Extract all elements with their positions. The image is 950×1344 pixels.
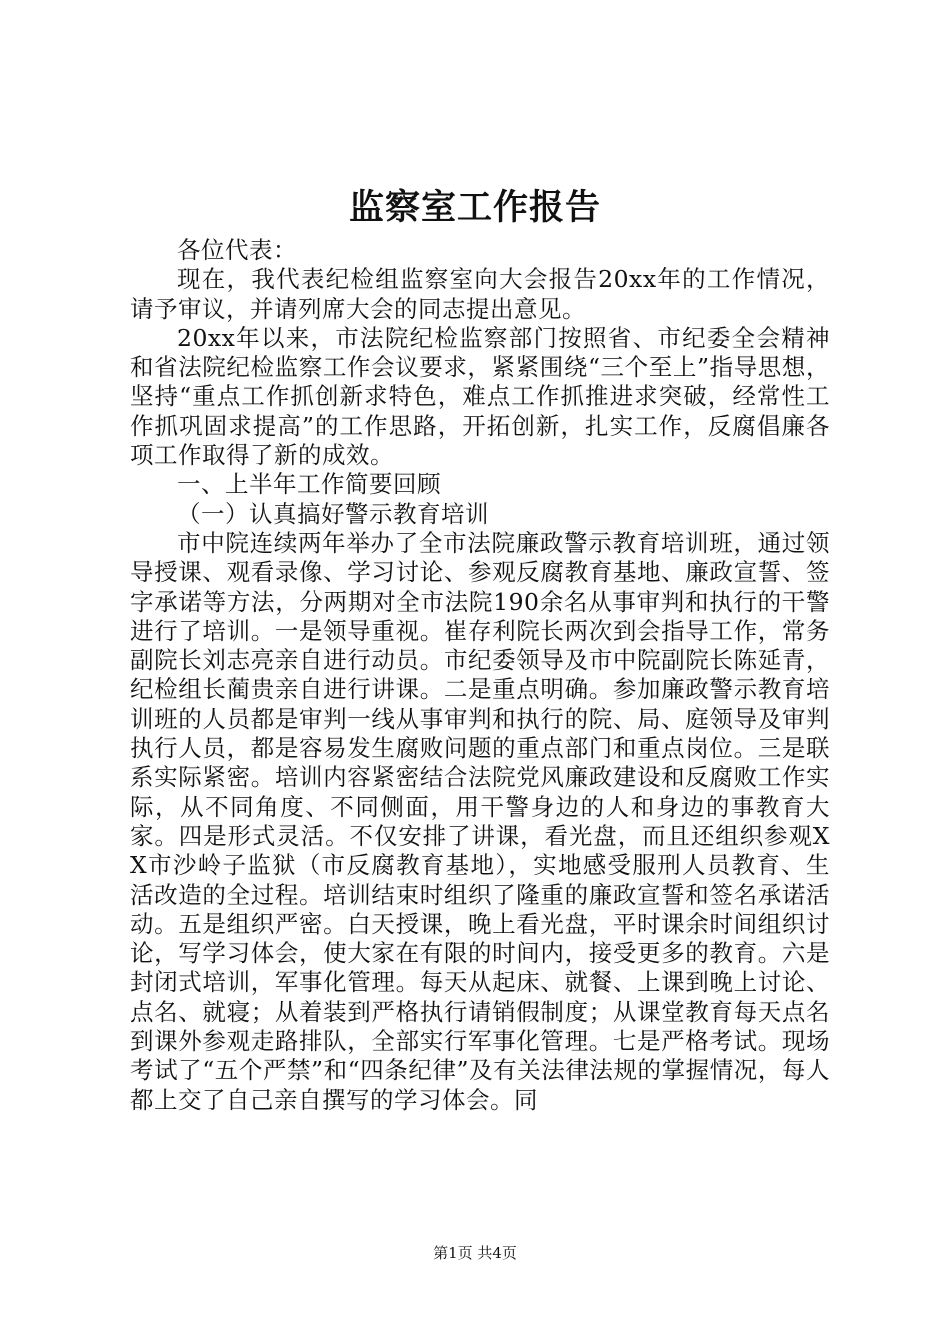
salutation-paragraph: 各位代表： [177,236,297,264]
intro-paragraph: 现在，我代表纪检组监察室向大会报告20xx年的工作情况，请予审议，并请列席大会的同志提出意见。 [130,265,830,323]
document-body [130,236,830,1115]
subsection-heading: （一）认真搞好警示教育培训 [177,499,489,528]
page-footer: 第1页 共4页 [433,1244,517,1262]
section-heading: 一、上半年工作简要回顾 [177,470,441,499]
training-paragraph: 市中院连续两年举办了全市法院廉政警示教育培训班，通过领导授课、观看录像、学习讨论、参观反腐教育基地、廉政宣誓、签字承诺等方法，分两期对全市法院190余名从事审判和执行的干警进行了培训。一是领导重视。崔存利院长两次到会指导工作，常务副院长刘志亮亲自进行动员。市纪委领导及市中院副院长陈延青，纪检组长蔺贵亲自进行讲课。二是重点明确。参加廉政警示教育培训班的人员都是审判一线从事审判和执行的院、局、庭领导及审判执行人员，都是容易发生腐败问题的重点部门和重点岗位。三是联系实际紧密。培训内容紧密结合法院党风廉政建设和反腐败工作实际，从不同角度、不同侧面，用干警身边的人和身边的事教育大家。四是形式灵活。不仅安排了讲课，看光盘，而且还组织参观XX市沙岭子监狱（市反腐教育基地），实地感受服刑人员教育、生活改造的全过程。培训结束时组织了隆重的廉政宣誓和签名承诺活动。五是组织严密。白天授课，晚上看光盘，平时课余时间组织讨论，写学习体会，使大家在有限的时间内，接受更多的教育。六是封闭式培训，军事化管理。每天从起床、就餐、上课到晚上讨论、点名、就寝；从着装到严格执行请销假制度；从课堂教育每天点名到课外参观走路排队，全部实行军事化管理。七是严格考试。现场考试了“五个严禁”和“四条纪律”及有关法律法规的掌握情况，每人都上交了自己亲自撰写的学习体会。同 [130,528,830,1114]
overview-paragraph: 20xx年以来，市法院纪检监察部门按照省、市纪委全会精神和省法院纪检监察工作会议要求，紧紧围绕“三个至上”指导思想，坚持“重点工作抓创新求特色，难点工作抓推进求突破，经常性工作抓巩固求提高”的工作思路，开拓创新，扎实工作，反腐倡廉各项工作取得了新的成效。 [130,323,830,470]
document-title: 监察室工作报告 [348,187,601,228]
